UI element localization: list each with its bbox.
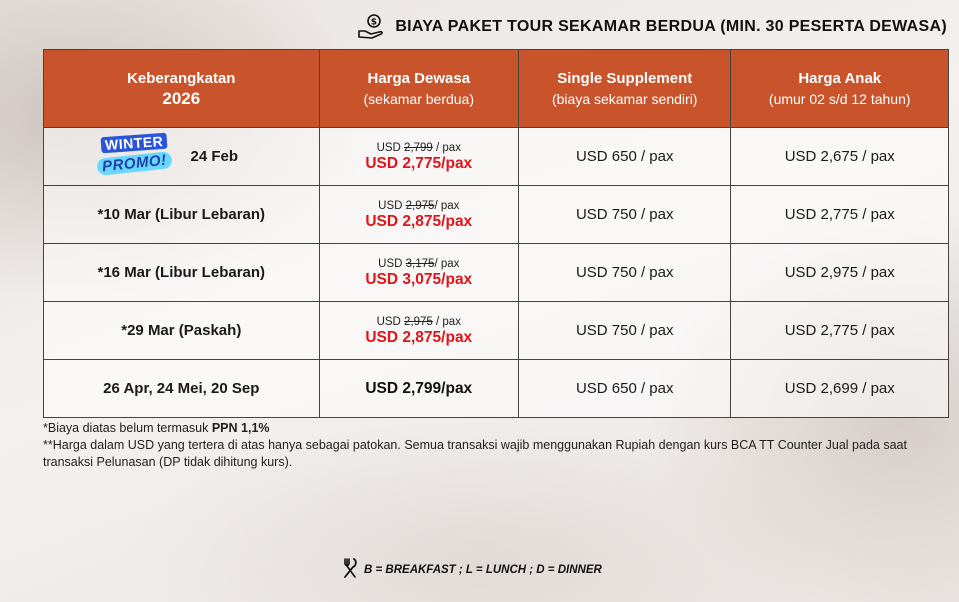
child-price-cell: USD 2,699 / pax — [731, 360, 949, 418]
child-price-cell: USD 2,775 / pax — [731, 186, 949, 244]
footnote-tax: *Biaya diatas belum termasuk PPN 1,1% — [43, 421, 270, 435]
table-row — [44, 186, 949, 244]
old-price: USD 2,975 / pax — [376, 315, 461, 328]
promo-price: USD 2,875/pax — [365, 328, 473, 346]
adult-price-cell — [319, 244, 518, 302]
winter-promo-badge: WINTER PROMO! — [95, 135, 179, 179]
price-table — [43, 49, 949, 418]
old-price: USD 3,175/ pax — [378, 257, 460, 270]
table-header-row — [44, 50, 949, 128]
single-supplement-cell: USD 650 / pax — [518, 128, 730, 186]
promo-price: USD 2,875/pax — [365, 212, 473, 230]
departure-cell: *10 Mar (Libur Lebaran) — [44, 186, 320, 244]
col-header-child-price: Harga Anak (umur 02 s/d 12 tahun) — [731, 50, 949, 128]
single-supplement-cell: USD 750 / pax — [518, 302, 730, 360]
price: USD 2,799/pax — [365, 379, 473, 397]
table-row — [44, 360, 949, 418]
footnote-currency: **Harga dalam USD yang tertera di atas hanya sebagai patokan. Semua transaksi wajib menggunakan Rupiah dengan kurs BCA TT Counter Jual pada saat transaksi Pelunasan (DP tidak dihitung kurs). — [43, 438, 907, 469]
page-header — [357, 14, 947, 40]
departure-cell: *16 Mar (Libur Lebaran) — [44, 244, 320, 302]
adult-price-cell — [319, 128, 518, 186]
promo-price: USD 3,075/pax — [365, 270, 473, 288]
single-supplement-cell: USD 750 / pax — [518, 186, 730, 244]
adult-price-cell — [319, 186, 518, 244]
child-price-cell: USD 2,975 / pax — [731, 244, 949, 302]
table-row — [44, 244, 949, 302]
col-header-departure: Keberangkatan 2026 — [44, 50, 320, 128]
meal-legend: B = BREAKFAST ; L = LUNCH ; D = DINNER — [342, 558, 602, 581]
departure-cell: *29 Mar (Paskah) — [44, 302, 320, 360]
promo-price: USD 2,775/pax — [365, 154, 473, 172]
adult-price-cell — [319, 302, 518, 360]
departure-cell: 26 Apr, 24 Mei, 20 Sep — [44, 360, 320, 418]
footnotes — [43, 420, 943, 471]
fork-knife-icon — [342, 558, 358, 581]
table-row — [44, 302, 949, 360]
old-price: USD 2,799 / pax — [376, 141, 461, 154]
departure-cell: WINTER PROMO! 24 Feb — [44, 128, 320, 186]
single-supplement-cell: USD 650 / pax — [518, 360, 730, 418]
adult-price-cell — [319, 360, 518, 418]
table-row — [44, 128, 949, 186]
page-title: BIAYA PAKET TOUR SEKAMAR BERDUA (MIN. 30 PESERTA DEWASA) — [395, 18, 947, 35]
col-header-single-supplement: Single Supplement (biaya sekamar sendiri) — [518, 50, 730, 128]
single-supplement-cell: USD 750 / pax — [518, 244, 730, 302]
child-price-cell: USD 2,675 / pax — [731, 128, 949, 186]
col-header-adult-price: Harga Dewasa (sekamar berdua) — [319, 50, 518, 128]
child-price-cell: USD 2,775 / pax — [731, 302, 949, 360]
svg-text:$: $ — [371, 17, 378, 28]
old-price: USD 2,975/ pax — [378, 199, 460, 212]
money-hand-icon — [357, 14, 387, 40]
